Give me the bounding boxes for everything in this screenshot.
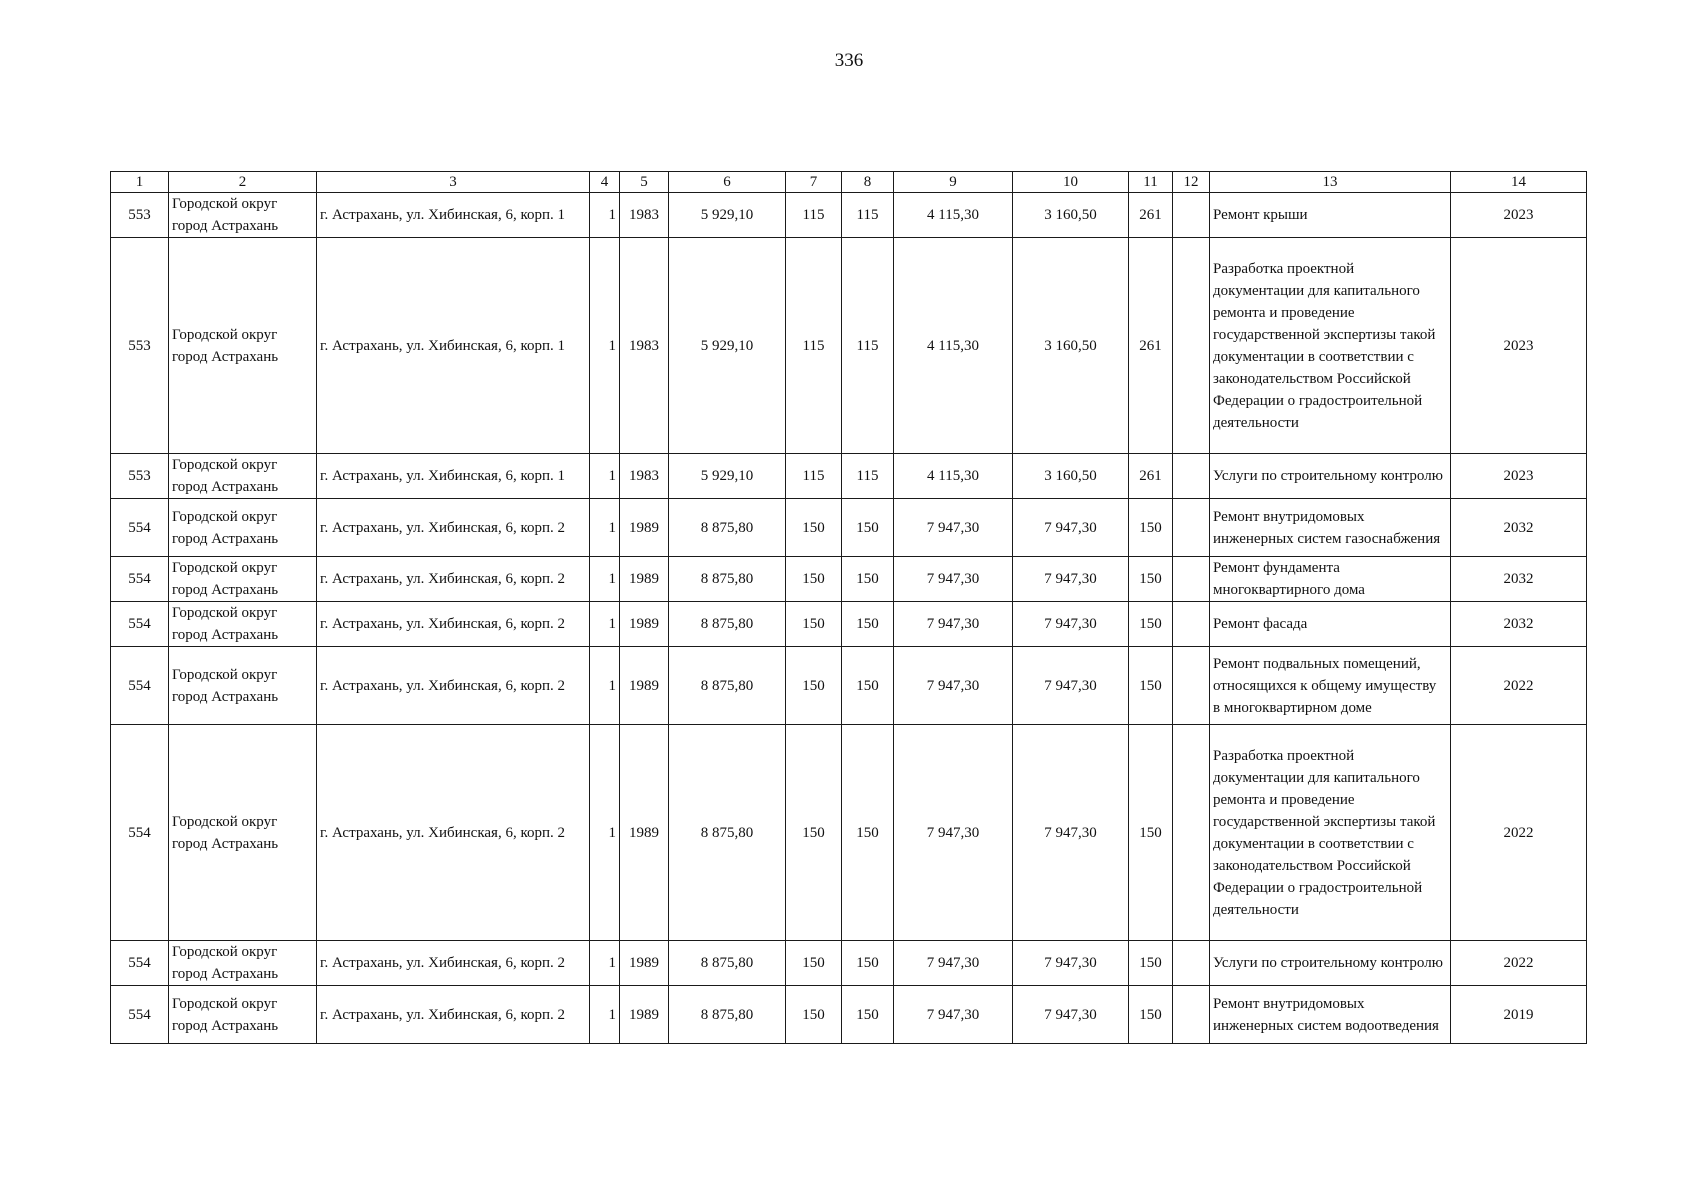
cell-col-7: 150	[786, 647, 842, 725]
column-header: 8	[842, 172, 894, 193]
cell-total-area: 5 929,10	[669, 193, 786, 238]
cell-plan-year: 2022	[1451, 647, 1587, 725]
cell-municipality: Городской округ город Астрахань	[169, 941, 317, 986]
header-row	[111, 172, 1587, 193]
cell-col-8: 115	[842, 454, 894, 499]
cell-work-type: Услуги по строительному контролю	[1210, 941, 1451, 986]
table-row	[111, 647, 1587, 725]
cell-address: г. Астрахань, ул. Хибинская, 6, корп. 2	[317, 602, 590, 647]
cell-col-7: 150	[786, 941, 842, 986]
cell-year: 1983	[620, 193, 669, 238]
cell-year: 1989	[620, 557, 669, 602]
cell-total-area: 5 929,10	[669, 238, 786, 454]
cell-col-9: 7 947,30	[894, 557, 1013, 602]
cell-address: г. Астрахань, ул. Хибинская, 6, корп. 2	[317, 499, 590, 557]
cell-total-area: 8 875,80	[669, 499, 786, 557]
cell-col-7: 150	[786, 725, 842, 941]
cell-col-11: 150	[1129, 941, 1173, 986]
cell-plan-year: 2023	[1451, 454, 1587, 499]
cell-col-12	[1173, 725, 1210, 941]
cell-row-number: 554	[111, 986, 169, 1044]
cell-col-12	[1173, 557, 1210, 602]
cell-address: г. Астрахань, ул. Хибинская, 6, корп. 2	[317, 986, 590, 1044]
cell-col-10: 3 160,50	[1013, 193, 1129, 238]
cell-address: г. Астрахань, ул. Хибинская, 6, корп. 2	[317, 725, 590, 941]
cell-col-8: 150	[842, 647, 894, 725]
cell-col-10: 7 947,30	[1013, 499, 1129, 557]
table-row	[111, 725, 1587, 941]
cell-row-number: 554	[111, 941, 169, 986]
column-header: 6	[669, 172, 786, 193]
table-row	[111, 602, 1587, 647]
page-number: 336	[834, 50, 864, 71]
cell-col-11: 150	[1129, 725, 1173, 941]
column-header: 1	[111, 172, 169, 193]
cell-col-12	[1173, 193, 1210, 238]
cell-total-area: 8 875,80	[669, 557, 786, 602]
cell-work-type: Разработка проектной документации для капитального ремонта и проведение государственной экспертизы такой документации в соответствии с законодательством Российской Федерации о градостроительной деятельности	[1210, 238, 1451, 454]
cell-year: 1989	[620, 499, 669, 557]
cell-col-9: 7 947,30	[894, 647, 1013, 725]
column-header: 4	[590, 172, 620, 193]
cell-col-4: 1	[590, 647, 620, 725]
cell-col-12	[1173, 941, 1210, 986]
cell-address: г. Астрахань, ул. Хибинская, 6, корп. 2	[317, 647, 590, 725]
cell-municipality: Городской округ город Астрахань	[169, 499, 317, 557]
cell-municipality: Городской округ город Астрахань	[169, 238, 317, 454]
cell-municipality: Городской округ город Астрахань	[169, 725, 317, 941]
cell-row-number: 554	[111, 499, 169, 557]
cell-address: г. Астрахань, ул. Хибинская, 6, корп. 1	[317, 193, 590, 238]
cell-col-8: 150	[842, 557, 894, 602]
cell-col-11: 150	[1129, 557, 1173, 602]
cell-col-10: 7 947,30	[1013, 725, 1129, 941]
cell-col-9: 7 947,30	[894, 499, 1013, 557]
cell-year: 1989	[620, 725, 669, 941]
cell-plan-year: 2032	[1451, 602, 1587, 647]
cell-row-number: 554	[111, 725, 169, 941]
cell-col-12	[1173, 986, 1210, 1044]
cell-col-9: 7 947,30	[894, 986, 1013, 1044]
column-header: 9	[894, 172, 1013, 193]
cell-plan-year: 2023	[1451, 193, 1587, 238]
cell-municipality: Городской округ город Астрахань	[169, 647, 317, 725]
cell-total-area: 8 875,80	[669, 986, 786, 1044]
table-row	[111, 557, 1587, 602]
cell-col-9: 7 947,30	[894, 941, 1013, 986]
cell-col-4: 1	[590, 725, 620, 941]
cell-col-7: 115	[786, 454, 842, 499]
cell-municipality: Городской округ город Астрахань	[169, 986, 317, 1044]
cell-year: 1989	[620, 647, 669, 725]
cell-col-11: 261	[1129, 193, 1173, 238]
cell-col-4: 1	[590, 602, 620, 647]
cell-total-area: 8 875,80	[669, 941, 786, 986]
cell-municipality: Городской округ город Астрахань	[169, 602, 317, 647]
cell-col-4: 1	[590, 238, 620, 454]
table-row	[111, 238, 1587, 454]
cell-col-8: 115	[842, 238, 894, 454]
cell-col-11: 150	[1129, 602, 1173, 647]
cell-plan-year: 2023	[1451, 238, 1587, 454]
cell-total-area: 5 929,10	[669, 454, 786, 499]
table-row	[111, 941, 1587, 986]
cell-col-4: 1	[590, 499, 620, 557]
cell-year: 1983	[620, 238, 669, 454]
cell-col-7: 150	[786, 557, 842, 602]
cell-address: г. Астрахань, ул. Хибинская, 6, корп. 1	[317, 454, 590, 499]
cell-total-area: 8 875,80	[669, 725, 786, 941]
cell-col-7: 115	[786, 238, 842, 454]
cell-col-9: 4 115,30	[894, 454, 1013, 499]
cell-address: г. Астрахань, ул. Хибинская, 6, корп. 1	[317, 238, 590, 454]
cell-col-9: 7 947,30	[894, 725, 1013, 941]
column-header: 3	[317, 172, 590, 193]
cell-plan-year: 2032	[1451, 499, 1587, 557]
cell-year: 1983	[620, 454, 669, 499]
cell-col-8: 150	[842, 986, 894, 1044]
cell-col-9: 4 115,30	[894, 238, 1013, 454]
cell-col-10: 3 160,50	[1013, 454, 1129, 499]
table-row	[111, 193, 1587, 238]
cell-col-8: 150	[842, 499, 894, 557]
cell-col-7: 150	[786, 986, 842, 1044]
cell-row-number: 553	[111, 238, 169, 454]
cell-col-10: 7 947,30	[1013, 647, 1129, 725]
cell-col-10: 7 947,30	[1013, 941, 1129, 986]
table-body	[111, 193, 1587, 1044]
cell-col-4: 1	[590, 557, 620, 602]
cell-col-12	[1173, 602, 1210, 647]
cell-col-9: 7 947,30	[894, 602, 1013, 647]
cell-work-type: Ремонт крыши	[1210, 193, 1451, 238]
table-row	[111, 454, 1587, 499]
cell-col-9: 4 115,30	[894, 193, 1013, 238]
cell-row-number: 554	[111, 557, 169, 602]
column-header: 2	[169, 172, 317, 193]
cell-col-12	[1173, 454, 1210, 499]
cell-col-7: 150	[786, 602, 842, 647]
cell-row-number: 553	[111, 193, 169, 238]
cell-row-number: 554	[111, 647, 169, 725]
column-header: 7	[786, 172, 842, 193]
cell-col-8: 150	[842, 941, 894, 986]
cell-total-area: 8 875,80	[669, 602, 786, 647]
cell-plan-year: 2019	[1451, 986, 1587, 1044]
cell-col-10: 7 947,30	[1013, 986, 1129, 1044]
column-header: 14	[1451, 172, 1587, 193]
cell-col-11: 150	[1129, 499, 1173, 557]
cell-col-4: 1	[590, 986, 620, 1044]
cell-municipality: Городской округ город Астрахань	[169, 454, 317, 499]
column-header: 10	[1013, 172, 1129, 193]
cell-plan-year: 2032	[1451, 557, 1587, 602]
cell-work-type: Ремонт внутридомовых инженерных систем водоотведения	[1210, 986, 1451, 1044]
cell-plan-year: 2022	[1451, 725, 1587, 941]
capital-repair-table	[110, 171, 1587, 1044]
cell-col-8: 115	[842, 193, 894, 238]
cell-municipality: Городской округ город Астрахань	[169, 193, 317, 238]
cell-col-10: 7 947,30	[1013, 602, 1129, 647]
cell-row-number: 553	[111, 454, 169, 499]
cell-col-10: 3 160,50	[1013, 238, 1129, 454]
cell-work-type: Ремонт фасада	[1210, 602, 1451, 647]
cell-municipality: Городской округ город Астрахань	[169, 557, 317, 602]
cell-col-11: 261	[1129, 238, 1173, 454]
cell-col-11: 261	[1129, 454, 1173, 499]
cell-col-12	[1173, 238, 1210, 454]
cell-col-7: 115	[786, 193, 842, 238]
cell-address: г. Астрахань, ул. Хибинская, 6, корп. 2	[317, 941, 590, 986]
cell-work-type: Ремонт внутридомовых инженерных систем газоснабжения	[1210, 499, 1451, 557]
column-header: 5	[620, 172, 669, 193]
column-header: 11	[1129, 172, 1173, 193]
cell-address: г. Астрахань, ул. Хибинская, 6, корп. 2	[317, 557, 590, 602]
cell-col-11: 150	[1129, 647, 1173, 725]
cell-year: 1989	[620, 941, 669, 986]
column-header: 13	[1210, 172, 1451, 193]
cell-work-type: Разработка проектной документации для капитального ремонта и проведение государственной экспертизы такой документации в соответствии с законодательством Российской Федерации о градостроительной деятельности	[1210, 725, 1451, 941]
cell-plan-year: 2022	[1451, 941, 1587, 986]
cell-year: 1989	[620, 986, 669, 1044]
cell-work-type: Ремонт фундамента многоквартирного дома	[1210, 557, 1451, 602]
cell-col-12	[1173, 499, 1210, 557]
table-row	[111, 986, 1587, 1044]
cell-col-8: 150	[842, 602, 894, 647]
cell-col-4: 1	[590, 941, 620, 986]
cell-col-12	[1173, 647, 1210, 725]
column-header: 12	[1173, 172, 1210, 193]
cell-year: 1989	[620, 602, 669, 647]
cell-col-11: 150	[1129, 986, 1173, 1044]
cell-work-type: Услуги по строительному контролю	[1210, 454, 1451, 499]
cell-col-10: 7 947,30	[1013, 557, 1129, 602]
cell-work-type: Ремонт подвальных помещений, относящихся к общему имуществу в многоквартирном доме	[1210, 647, 1451, 725]
table-row	[111, 499, 1587, 557]
cell-col-4: 1	[590, 193, 620, 238]
cell-col-7: 150	[786, 499, 842, 557]
cell-row-number: 554	[111, 602, 169, 647]
cell-col-8: 150	[842, 725, 894, 941]
cell-col-4: 1	[590, 454, 620, 499]
cell-total-area: 8 875,80	[669, 647, 786, 725]
